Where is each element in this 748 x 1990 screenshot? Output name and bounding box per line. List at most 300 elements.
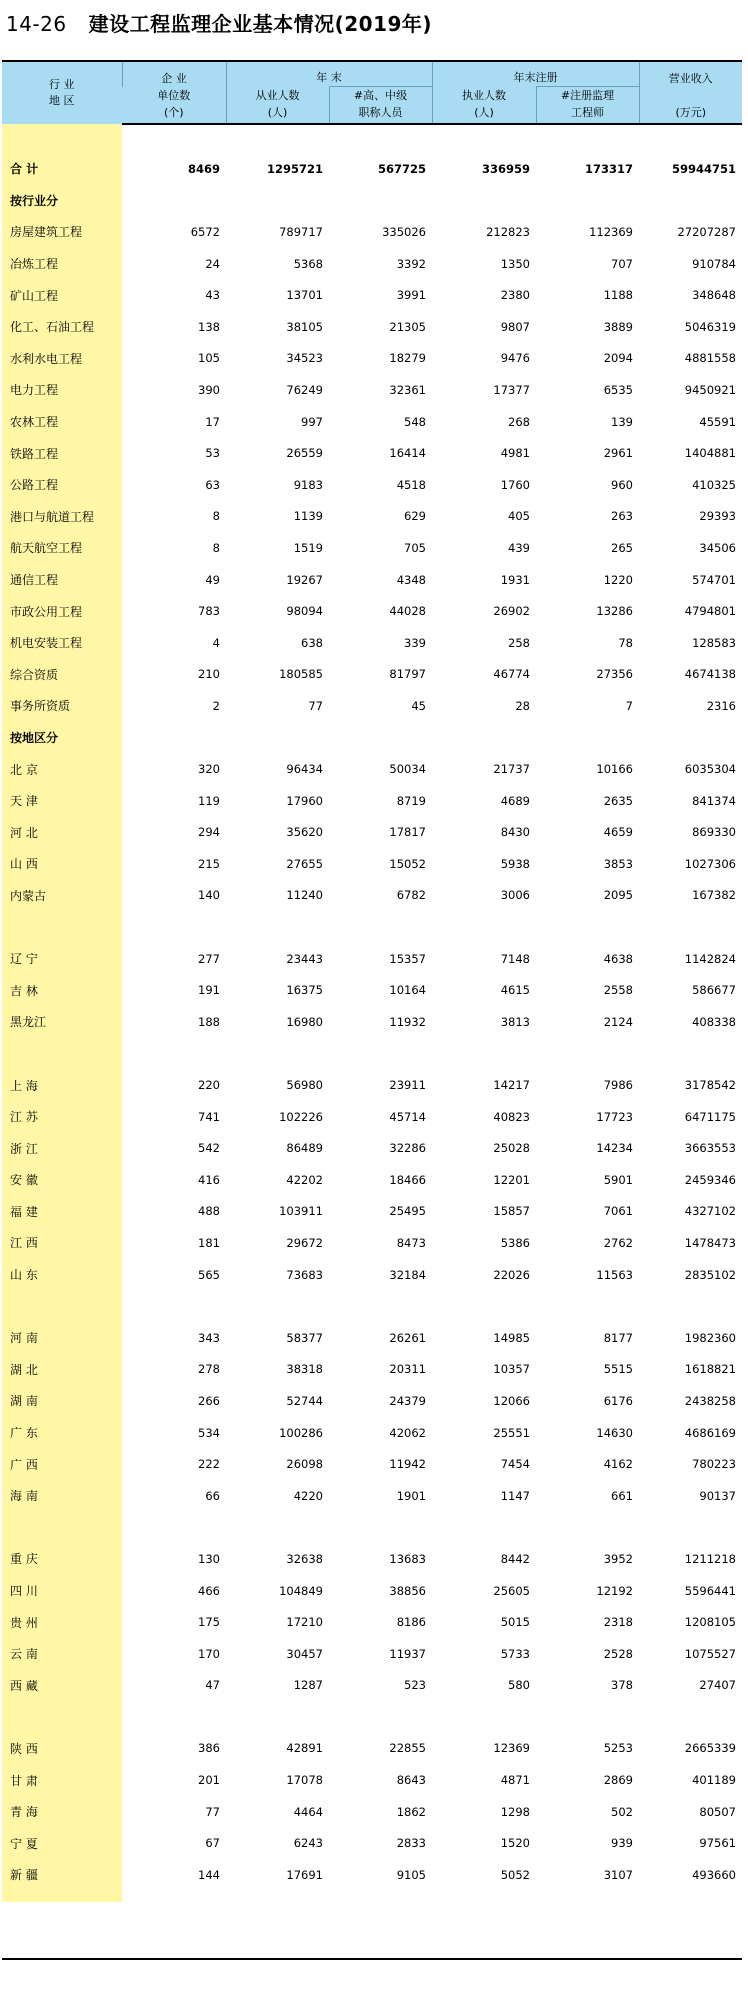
value-cell: 1519 xyxy=(293,540,323,555)
value-cell: 1404881 xyxy=(684,446,736,461)
section-header-row xyxy=(2,722,742,754)
value-cell: 2961 xyxy=(603,446,633,461)
blank-cell xyxy=(122,124,226,153)
table-row xyxy=(2,1259,742,1291)
value-cell: 3853 xyxy=(603,856,633,871)
value-cell: 18279 xyxy=(389,351,426,366)
value-cell: 1760 xyxy=(500,477,530,492)
row-label: 新 疆 xyxy=(2,1859,122,1891)
table-row xyxy=(2,501,742,533)
blank-cell xyxy=(639,1290,742,1322)
value-cell: 1142824 xyxy=(684,951,736,966)
value-cell: 32361 xyxy=(389,382,426,397)
blank-cell xyxy=(122,1512,226,1544)
value-cell: 173317 xyxy=(584,161,633,176)
value-cell: 1147 xyxy=(500,1488,530,1503)
row-label-blank xyxy=(2,1512,122,1544)
value-cell: 13683 xyxy=(389,1551,426,1566)
row-label: 浙 江 xyxy=(2,1132,122,1164)
value-cell: 12192 xyxy=(596,1583,633,1598)
value-cell: 97561 xyxy=(699,1836,736,1851)
value-cell: 8 xyxy=(212,509,220,524)
value-cell: 789717 xyxy=(279,224,323,239)
value-cell: 5733 xyxy=(500,1646,530,1661)
row-label: 市政公用工程 xyxy=(2,595,122,627)
blank-cell xyxy=(639,185,742,217)
bottom-padding-row xyxy=(2,1891,742,1902)
group-spacer-row xyxy=(2,1290,742,1322)
value-cell: 140 xyxy=(198,888,220,903)
row-label: 天 津 xyxy=(2,785,122,817)
value-cell: 1350 xyxy=(500,256,530,271)
row-label: 海 南 xyxy=(2,1480,122,1512)
header-units-line3: (个) xyxy=(122,105,226,124)
value-cell: 38105 xyxy=(286,319,323,334)
value-cell: 378 xyxy=(611,1678,633,1693)
value-cell: 26098 xyxy=(286,1457,323,1472)
value-cell: 17078 xyxy=(286,1773,323,1788)
row-label: 综合资质 xyxy=(2,659,122,691)
header-region-line2: 地 区 xyxy=(49,94,75,107)
value-cell: 42202 xyxy=(286,1172,323,1187)
row-label-blank xyxy=(2,1290,122,1322)
value-cell: 9807 xyxy=(500,319,530,334)
blank-cell xyxy=(226,124,329,153)
value-cell: 5938 xyxy=(500,856,530,871)
value-cell: 24379 xyxy=(389,1393,426,1408)
value-cell: 22026 xyxy=(493,1267,530,1282)
row-label: 广 西 xyxy=(2,1448,122,1480)
value-cell: 258 xyxy=(508,635,530,650)
value-cell: 1295721 xyxy=(266,161,323,176)
value-cell: 73683 xyxy=(286,1267,323,1282)
value-cell: 2459346 xyxy=(684,1172,736,1187)
value-cell: 8469 xyxy=(187,161,220,176)
blank-cell xyxy=(226,911,329,943)
blank-cell xyxy=(432,1891,536,1902)
value-cell: 8 xyxy=(212,540,220,555)
value-cell: 105 xyxy=(198,351,220,366)
blank-cell xyxy=(536,1038,639,1070)
table-row xyxy=(2,469,742,501)
value-cell: 17210 xyxy=(286,1615,323,1630)
value-cell: 80507 xyxy=(699,1804,736,1819)
row-label: 湖 南 xyxy=(2,1385,122,1417)
value-cell: 7148 xyxy=(500,951,530,966)
value-cell: 67 xyxy=(205,1836,220,1851)
value-cell: 8643 xyxy=(396,1773,426,1788)
group-spacer-row xyxy=(2,1512,742,1544)
table-row xyxy=(2,753,742,785)
blank-cell xyxy=(432,722,536,754)
value-cell: 29393 xyxy=(699,509,736,524)
blank-cell xyxy=(536,124,639,153)
value-cell: 28 xyxy=(515,698,530,713)
value-cell: 14630 xyxy=(596,1425,633,1440)
row-label: 云 南 xyxy=(2,1638,122,1670)
value-cell: 102226 xyxy=(279,1109,323,1124)
value-cell: 5046319 xyxy=(684,319,736,334)
table-row xyxy=(2,1448,742,1480)
value-cell: 488 xyxy=(198,1204,220,1219)
row-label: 电力工程 xyxy=(2,374,122,406)
value-cell: 1931 xyxy=(500,572,530,587)
value-cell: 215 xyxy=(198,856,220,871)
value-cell: 11937 xyxy=(389,1646,426,1661)
row-label: 甘 肃 xyxy=(2,1764,122,1796)
data-table xyxy=(2,62,742,1902)
table-row xyxy=(2,1354,742,1386)
value-cell: 8719 xyxy=(396,793,426,808)
row-label: 黑龙江 xyxy=(2,1006,122,1038)
blank-cell xyxy=(329,1512,432,1544)
value-cell: 11563 xyxy=(596,1267,633,1282)
value-cell: 336959 xyxy=(481,161,530,176)
value-cell: 5386 xyxy=(500,1235,530,1250)
value-cell: 320 xyxy=(198,762,220,777)
value-cell: 5901 xyxy=(603,1172,633,1187)
value-cell: 16414 xyxy=(389,446,426,461)
value-cell: 567725 xyxy=(377,161,426,176)
value-cell: 34523 xyxy=(286,351,323,366)
table-row xyxy=(2,1101,742,1133)
value-cell: 78 xyxy=(618,635,633,650)
value-cell: 405 xyxy=(508,509,530,524)
blank-cell xyxy=(432,124,536,153)
value-cell: 2558 xyxy=(603,983,633,998)
value-cell: 119 xyxy=(198,793,220,808)
table-row xyxy=(2,1543,742,1575)
value-cell: 2095 xyxy=(603,888,633,903)
value-cell: 5368 xyxy=(293,256,323,271)
blank-cell xyxy=(329,1701,432,1733)
value-cell: 38856 xyxy=(389,1583,426,1598)
value-cell: 4220 xyxy=(293,1488,323,1503)
value-cell: 4689 xyxy=(500,793,530,808)
value-cell: 86489 xyxy=(286,1141,323,1156)
value-cell: 167382 xyxy=(692,888,736,903)
value-cell: 783 xyxy=(198,604,220,619)
value-cell: 4518 xyxy=(396,477,426,492)
value-cell: 2316 xyxy=(706,698,736,713)
value-cell: 12369 xyxy=(493,1741,530,1756)
value-cell: 50034 xyxy=(389,762,426,777)
value-cell: 16375 xyxy=(286,983,323,998)
value-cell: 191 xyxy=(198,983,220,998)
value-cell: 5596441 xyxy=(684,1583,736,1598)
header-units-line1: 企 业 xyxy=(122,62,226,87)
row-label: 公路工程 xyxy=(2,469,122,501)
value-cell: 32638 xyxy=(286,1551,323,1566)
value-cell: 266 xyxy=(198,1393,220,1408)
value-cell: 17723 xyxy=(596,1109,633,1124)
value-cell: 32286 xyxy=(389,1141,426,1156)
value-cell: 638 xyxy=(301,635,323,650)
blank-cell xyxy=(122,911,226,943)
blank-cell xyxy=(122,185,226,217)
row-label: 西 藏 xyxy=(2,1670,122,1702)
value-cell: 910784 xyxy=(692,256,736,271)
value-cell: 2635 xyxy=(603,793,633,808)
value-cell: 15357 xyxy=(389,951,426,966)
table-row xyxy=(2,943,742,975)
table-row xyxy=(2,1385,742,1417)
value-cell: 386 xyxy=(198,1741,220,1756)
blank-cell xyxy=(639,911,742,943)
value-cell: 4659 xyxy=(603,825,633,840)
value-cell: 15052 xyxy=(389,856,426,871)
value-cell: 76249 xyxy=(286,382,323,397)
value-cell: 8186 xyxy=(396,1615,426,1630)
row-label: 港口与航道工程 xyxy=(2,501,122,533)
value-cell: 103911 xyxy=(279,1204,323,1219)
row-label: 四 川 xyxy=(2,1575,122,1607)
row-label: 重 庆 xyxy=(2,1543,122,1575)
value-cell: 741 xyxy=(198,1109,220,1124)
value-cell: 210 xyxy=(198,667,220,682)
table-row xyxy=(2,279,742,311)
value-cell: 220 xyxy=(198,1078,220,1093)
value-cell: 6782 xyxy=(396,888,426,903)
value-cell: 4674138 xyxy=(684,667,736,682)
value-cell: 997 xyxy=(301,414,323,429)
value-cell: 7 xyxy=(625,698,633,713)
value-cell: 4686169 xyxy=(684,1425,736,1440)
row-label-blank xyxy=(2,911,122,943)
table-body xyxy=(2,124,742,1902)
value-cell: 3107 xyxy=(603,1867,633,1882)
value-cell: 18466 xyxy=(389,1172,426,1187)
value-cell: 661 xyxy=(611,1488,633,1503)
value-cell: 24 xyxy=(205,256,220,271)
table-row xyxy=(2,1164,742,1196)
total-row xyxy=(2,153,742,185)
blank-cell xyxy=(122,1038,226,1070)
table-row xyxy=(2,311,742,343)
value-cell: 1618821 xyxy=(684,1362,736,1377)
blank-cell xyxy=(536,185,639,217)
value-cell: 493660 xyxy=(692,1867,736,1882)
table-row xyxy=(2,1827,742,1859)
blank-cell xyxy=(536,722,639,754)
value-cell: 4638 xyxy=(603,951,633,966)
value-cell: 45 xyxy=(411,698,426,713)
value-cell: 841374 xyxy=(692,793,736,808)
value-cell: 1287 xyxy=(293,1678,323,1693)
value-cell: 3813 xyxy=(500,1014,530,1029)
row-label: 辽 宁 xyxy=(2,943,122,975)
table-row xyxy=(2,532,742,564)
value-cell: 130 xyxy=(198,1551,220,1566)
group-spacer-row xyxy=(2,911,742,943)
value-cell: 629 xyxy=(404,509,426,524)
value-cell: 534 xyxy=(198,1425,220,1440)
value-cell: 9183 xyxy=(293,477,323,492)
value-cell: 960 xyxy=(611,477,633,492)
header-supervisors-line1: #注册监理 xyxy=(536,87,639,106)
value-cell: 294 xyxy=(198,825,220,840)
value-cell: 3006 xyxy=(500,888,530,903)
table-row xyxy=(2,595,742,627)
value-cell: 25551 xyxy=(493,1425,530,1440)
value-cell: 1901 xyxy=(396,1488,426,1503)
section-header-row xyxy=(2,185,742,217)
header-employees-line1: 从业人数 xyxy=(226,87,329,106)
value-cell: 1211218 xyxy=(684,1551,736,1566)
table-number: 14-26 xyxy=(6,12,67,36)
value-cell: 2 xyxy=(212,698,220,713)
table-row xyxy=(2,1196,742,1228)
value-cell: 439 xyxy=(508,540,530,555)
row-label: 北 京 xyxy=(2,753,122,785)
row-label: 陕 西 xyxy=(2,1733,122,1765)
row-label: 矿山工程 xyxy=(2,279,122,311)
table-row xyxy=(2,1132,742,1164)
value-cell: 9450921 xyxy=(684,382,736,397)
value-cell: 1188 xyxy=(603,288,633,303)
group-spacer-row xyxy=(2,1038,742,1070)
blank-cell xyxy=(639,1038,742,1070)
blank-cell xyxy=(226,1512,329,1544)
value-cell: 3889 xyxy=(603,319,633,334)
value-cell: 1520 xyxy=(500,1836,530,1851)
header-senior-line2: 职称人员 xyxy=(329,105,432,124)
value-cell: 170 xyxy=(198,1646,220,1661)
value-cell: 90137 xyxy=(699,1488,736,1503)
value-cell: 77 xyxy=(205,1804,220,1819)
value-cell: 5253 xyxy=(603,1741,633,1756)
value-cell: 201 xyxy=(198,1773,220,1788)
table-row xyxy=(2,216,742,248)
table-row xyxy=(2,627,742,659)
value-cell: 20311 xyxy=(389,1362,426,1377)
value-cell: 42891 xyxy=(286,1741,323,1756)
table-row xyxy=(2,816,742,848)
value-cell: 3392 xyxy=(396,256,426,271)
value-cell: 2124 xyxy=(603,1014,633,1029)
value-cell: 6035304 xyxy=(684,762,736,777)
value-cell: 180585 xyxy=(279,667,323,682)
value-cell: 13286 xyxy=(596,604,633,619)
row-label: 安 徽 xyxy=(2,1164,122,1196)
value-cell: 47 xyxy=(205,1678,220,1693)
row-label: 江 西 xyxy=(2,1227,122,1259)
value-cell: 14985 xyxy=(493,1330,530,1345)
value-cell: 98094 xyxy=(286,604,323,619)
value-cell: 139 xyxy=(611,414,633,429)
value-cell: 586677 xyxy=(692,983,736,998)
value-cell: 5052 xyxy=(500,1867,530,1882)
value-cell: 26261 xyxy=(389,1330,426,1345)
value-cell: 502 xyxy=(611,1804,633,1819)
header-revenue-line2: (万元) xyxy=(639,105,742,124)
top-padding-row xyxy=(2,124,742,153)
value-cell: 6572 xyxy=(190,224,220,239)
table-row xyxy=(2,1006,742,1038)
value-cell: 15857 xyxy=(493,1204,530,1219)
value-cell: 27655 xyxy=(286,856,323,871)
row-label: 青 海 xyxy=(2,1796,122,1828)
value-cell: 11942 xyxy=(389,1457,426,1472)
value-cell: 2528 xyxy=(603,1646,633,1661)
row-label: 贵 州 xyxy=(2,1606,122,1638)
row-label: 化工、石油工程 xyxy=(2,311,122,343)
value-cell: 2665339 xyxy=(684,1741,736,1756)
header-region xyxy=(2,62,122,124)
table-row xyxy=(2,437,742,469)
blank-cell xyxy=(329,1038,432,1070)
blank-cell xyxy=(122,722,226,754)
blank-cell xyxy=(329,124,432,153)
value-cell: 869330 xyxy=(692,825,736,840)
value-cell: 42062 xyxy=(389,1425,426,1440)
value-cell: 52744 xyxy=(286,1393,323,1408)
table-row xyxy=(2,1227,742,1259)
blank-cell xyxy=(329,722,432,754)
value-cell: 8442 xyxy=(500,1551,530,1566)
table-row xyxy=(2,974,742,1006)
value-cell: 6471175 xyxy=(684,1109,736,1124)
blank-cell xyxy=(639,1512,742,1544)
value-cell: 9476 xyxy=(500,351,530,366)
row-label: 湖 北 xyxy=(2,1354,122,1386)
value-cell: 25605 xyxy=(493,1583,530,1598)
row-label: 通信工程 xyxy=(2,564,122,596)
value-cell: 705 xyxy=(404,540,426,555)
bottom-rule xyxy=(2,1958,742,1960)
value-cell: 38318 xyxy=(286,1362,323,1377)
value-cell: 548 xyxy=(404,414,426,429)
row-label: 吉 林 xyxy=(2,974,122,1006)
value-cell: 25028 xyxy=(493,1141,530,1156)
value-cell: 277 xyxy=(198,951,220,966)
value-cell: 4794801 xyxy=(684,604,736,619)
blank-cell xyxy=(639,722,742,754)
value-cell: 1139 xyxy=(293,509,323,524)
value-cell: 4162 xyxy=(603,1457,633,1472)
value-cell: 278 xyxy=(198,1362,220,1377)
blank-cell xyxy=(536,1701,639,1733)
value-cell: 144 xyxy=(198,1867,220,1882)
value-cell: 14217 xyxy=(493,1078,530,1093)
value-cell: 1982360 xyxy=(684,1330,736,1345)
header-employees-line2: (人) xyxy=(226,105,329,124)
blank-cell xyxy=(432,1512,536,1544)
row-label: 河 北 xyxy=(2,816,122,848)
blank-cell xyxy=(536,1512,639,1544)
value-cell: 23911 xyxy=(389,1078,426,1093)
value-cell: 10166 xyxy=(596,762,633,777)
row-label: 按行业分 xyxy=(2,185,122,217)
value-cell: 263 xyxy=(611,509,633,524)
table-row xyxy=(2,406,742,438)
row-label: 内蒙古 xyxy=(2,880,122,912)
value-cell: 12201 xyxy=(493,1172,530,1187)
header-revenue-line1: 营业收入 xyxy=(639,62,742,87)
value-cell: 21737 xyxy=(493,762,530,777)
blank-cell xyxy=(329,1290,432,1322)
value-cell: 2835102 xyxy=(684,1267,736,1282)
row-label: 按地区分 xyxy=(2,722,122,754)
row-label: 水利水电工程 xyxy=(2,343,122,375)
value-cell: 1298 xyxy=(500,1804,530,1819)
table-row xyxy=(2,1859,742,1891)
blank-cell xyxy=(226,185,329,217)
blank-cell xyxy=(226,1290,329,1322)
value-cell: 3663553 xyxy=(684,1141,736,1156)
blank-cell xyxy=(329,1891,432,1902)
value-cell: 56980 xyxy=(286,1078,323,1093)
